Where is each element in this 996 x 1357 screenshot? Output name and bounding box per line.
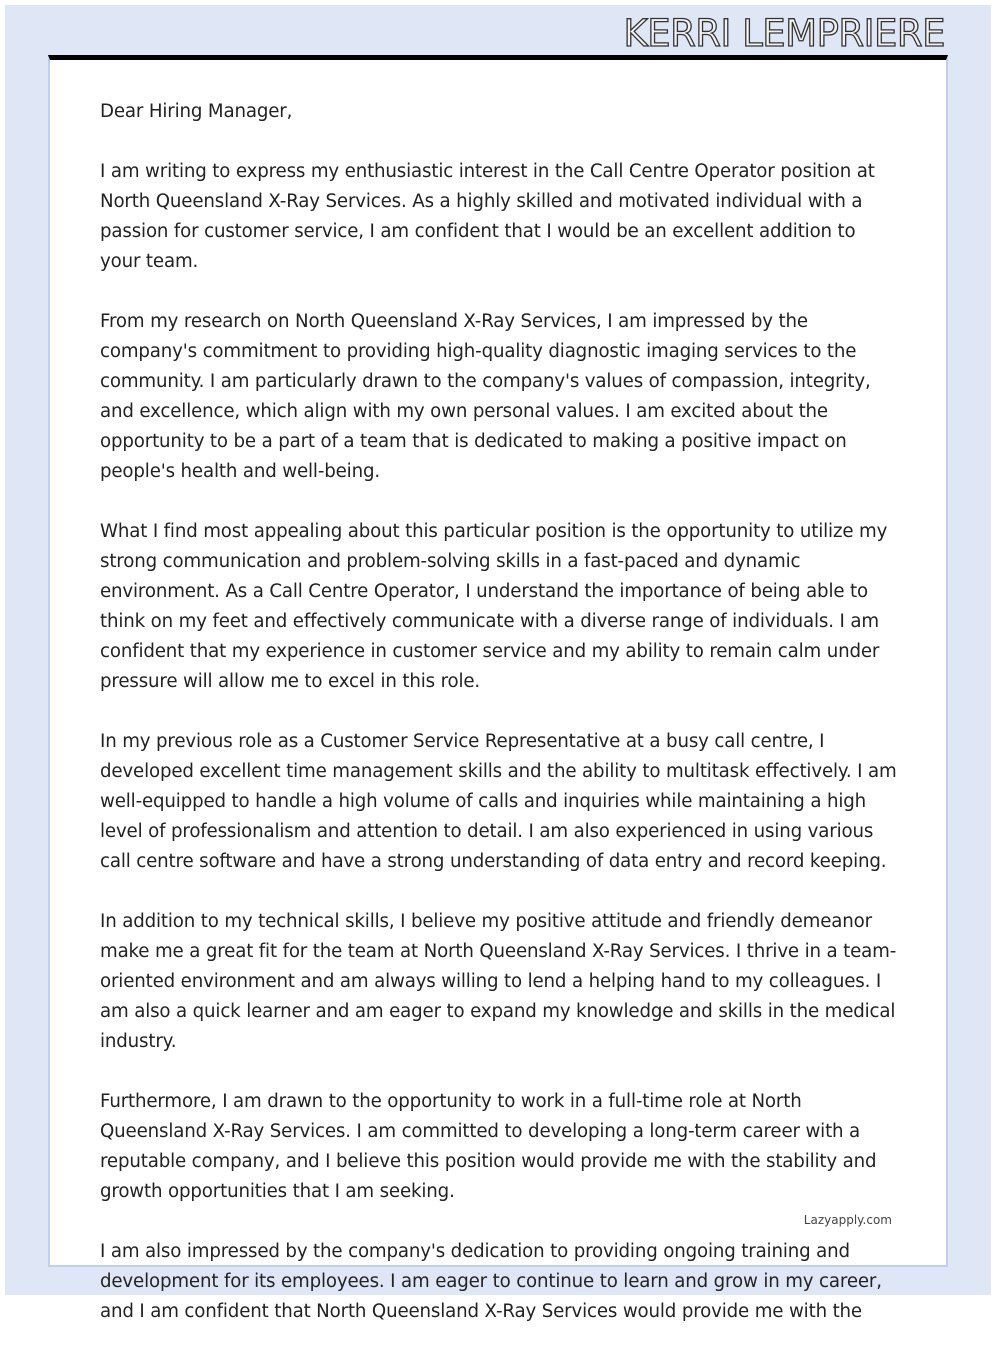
watermark-link[interactable]: Lazyapply.com bbox=[803, 1213, 892, 1227]
letter-paragraph: I am writing to express my enthusiastic interest in the Call Centre Operator position at North Queensland X-Ray Services. As a highly skilled and motivated individual with a passion for customer service, I am confident that I would be an excellent addition to your team. bbox=[100, 161, 875, 272]
page-background bbox=[5, 5, 991, 1322]
letter-paragraph: Furthermore, I am drawn to the opportunity to work in a full-time role at North Queensland X-Ray Services. I am committed to developing a long-term career with a reputable company, and I believe this position would provide me with the stability and growth opportunities that I am seeking. bbox=[100, 1091, 877, 1202]
letter-paragraph: From my research on North Queensland X-Ray Services, I am impressed by the company's commitment to providing high-quality diagnostic imaging services to the community. I am particularly drawn to the company's values of compassion, integrity, and excellence, which align with my own personal values. I am excited about the opportunity to be a part of a team that is dedicated to making a positive impact on people's health and well-being. bbox=[100, 311, 871, 482]
letter-body bbox=[100, 97, 900, 1357]
letter-paragraph: In addition to my technical skills, I believe my positive attitude and friendly demeanor make me a great fit for the team at North Queensland X-Ray Services. I thrive in a team-oriented environment and am always willing to lend a helping hand to my colleagues. I am also a quick learner and am eager to expand my knowledge and skills in the medical industry. bbox=[100, 911, 897, 1052]
applicant-name: KERRI LEMPRIERE bbox=[623, 12, 945, 55]
letter-page bbox=[48, 55, 948, 1322]
salutation: Dear Hiring Manager, bbox=[100, 101, 293, 122]
letter-paragraph: I am also impressed by the company's dedication to providing ongoing training and development for its employees. I am eager to continue to learn and grow in my career, and I am confident that North Queensland X-Ray Services would provide me with the bbox=[100, 1241, 882, 1322]
letter-paragraph: In my previous role as a Customer Service Representative at a busy call centre, I developed excellent time management skills and the ability to multitask effectively. I am well-equipped to handle a high volume of calls and inquiries while maintaining a high level of professionalism and attention to detail. I am also experienced in using various call centre software and have a strong understanding of data entry and record keeping. bbox=[100, 731, 897, 872]
letter-paragraph: What I find most appealing about this particular position is the opportunity to utilize my strong communication and problem-solving skills in a fast-paced and dynamic environment. As a Call Centre Operator, I understand the importance of being able to think on my feet and effectively communicate with a diverse range of individuals. I am confident that my experience in customer service and my ability to remain calm under pressure will allow me to excel in this role. bbox=[100, 521, 888, 692]
